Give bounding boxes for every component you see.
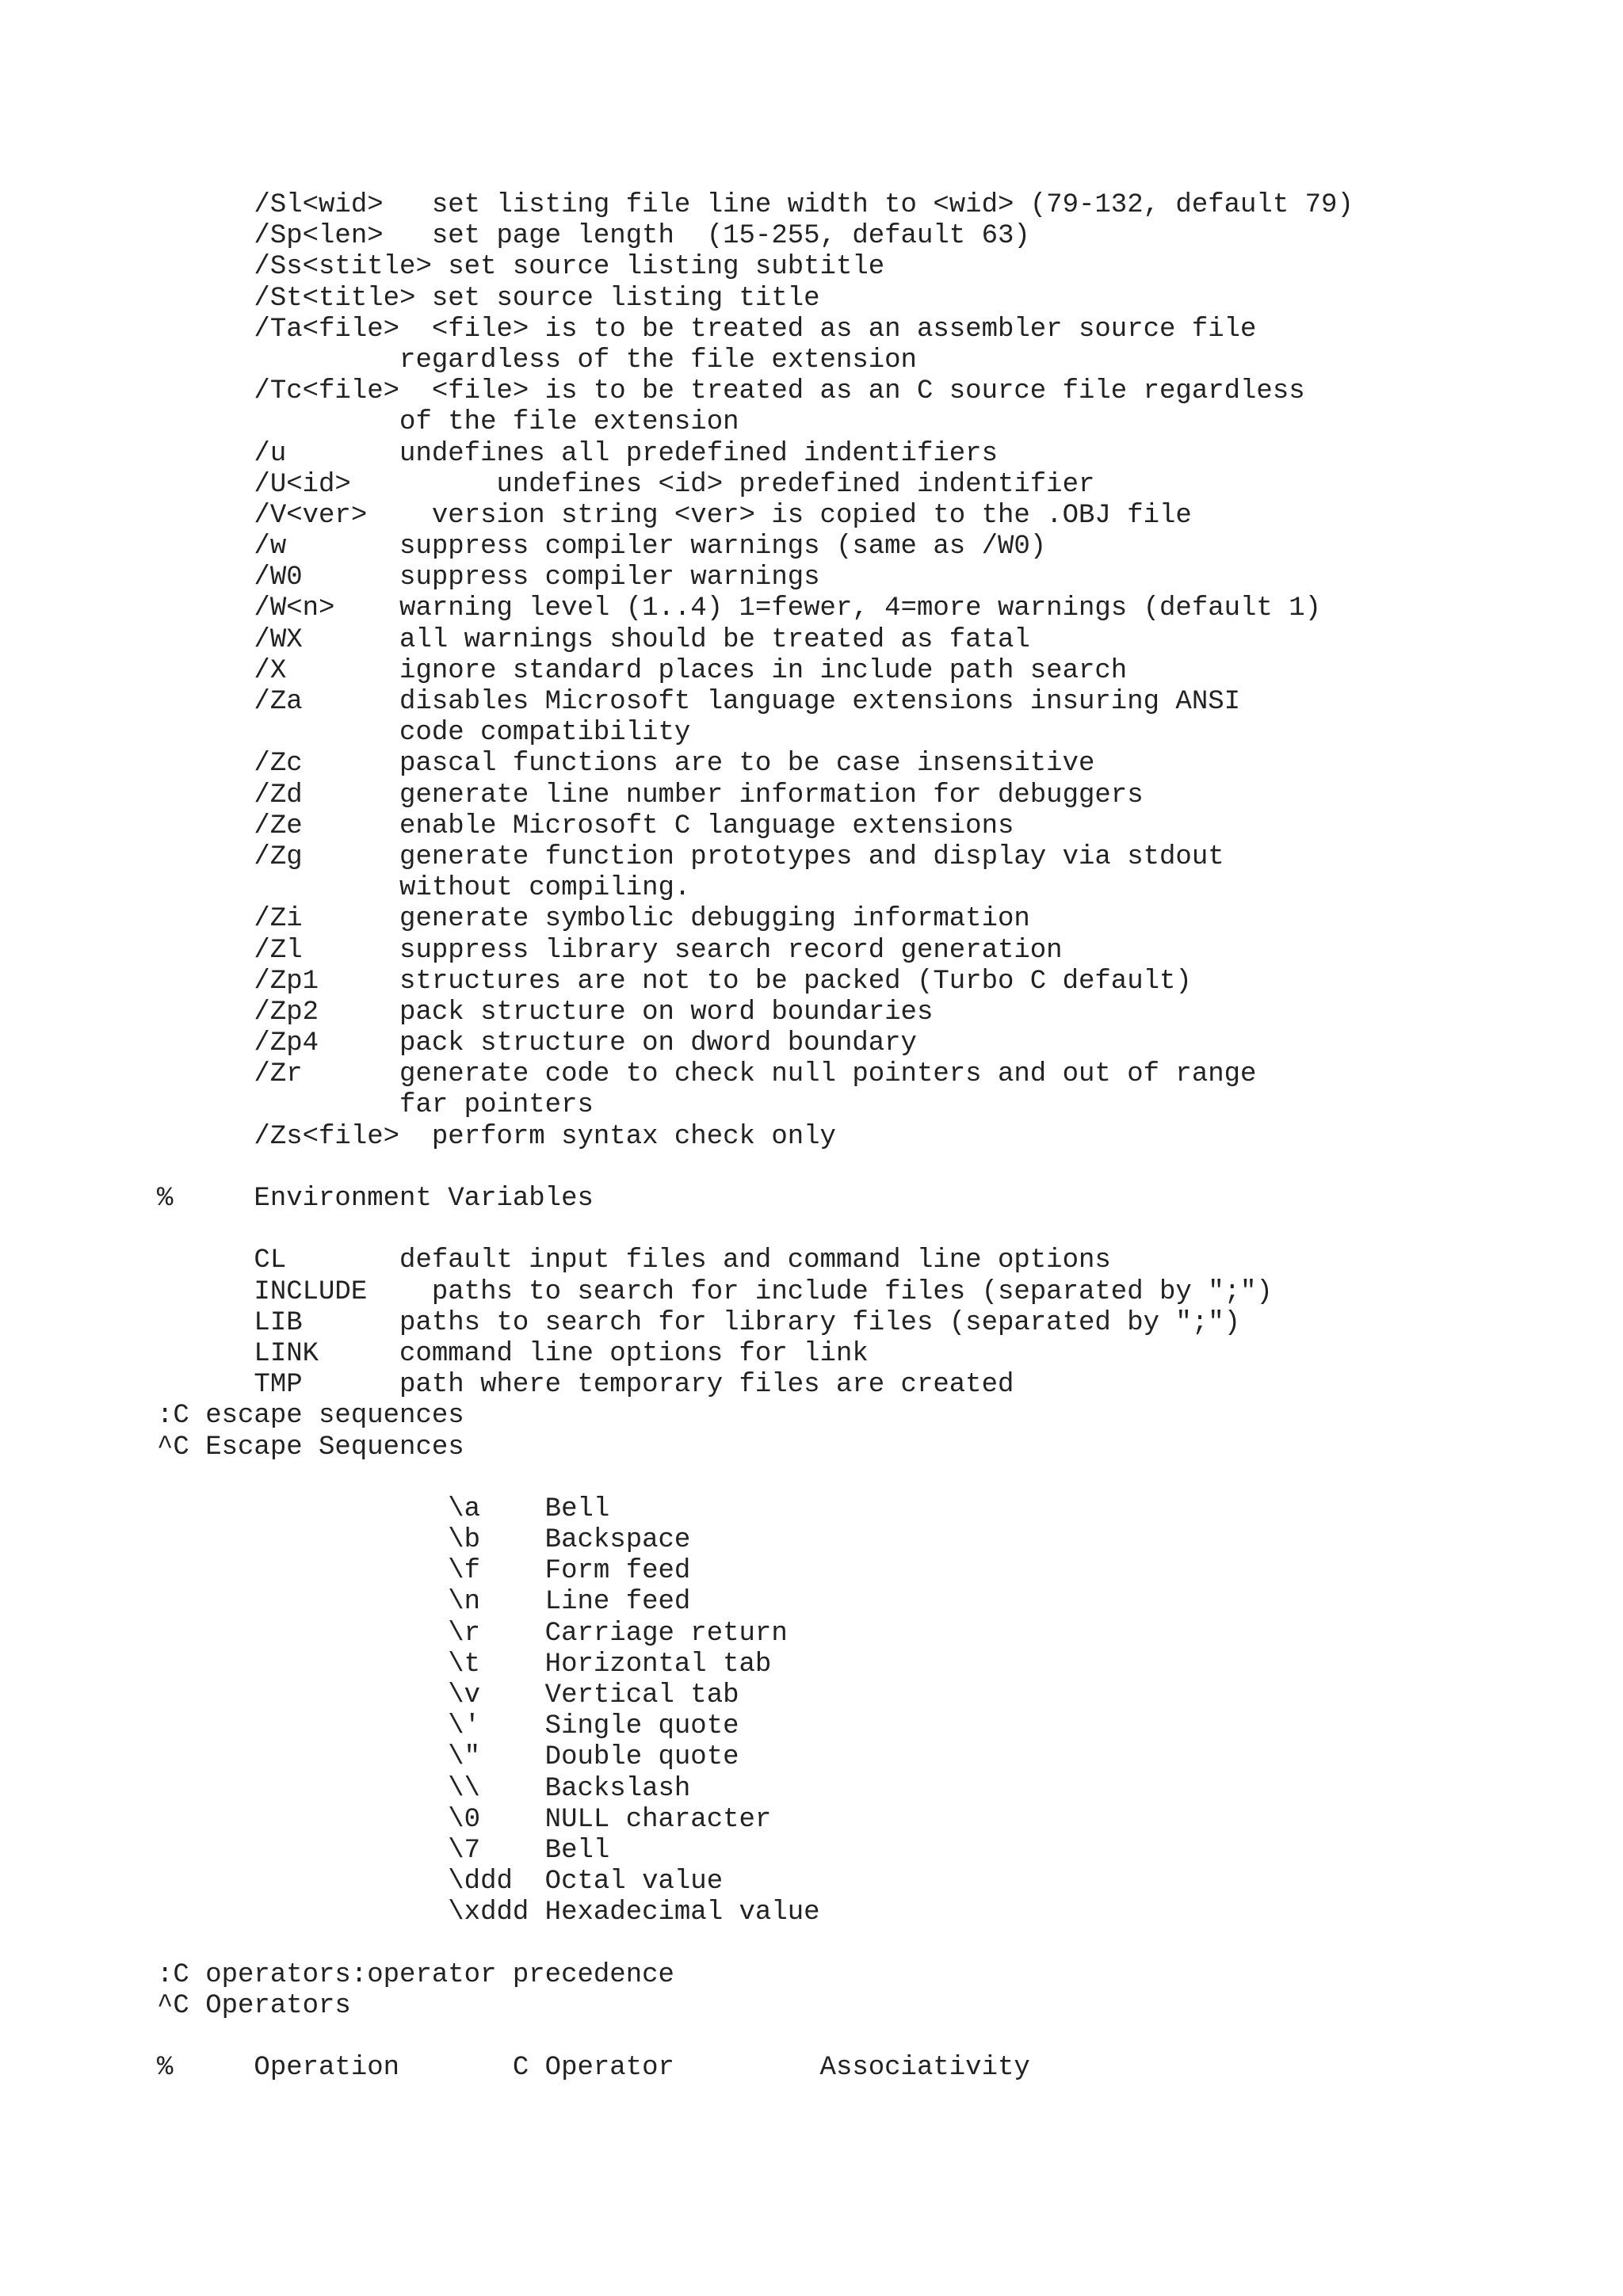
text-line: \" Double quote <box>157 1742 739 1773</box>
text-line: /Ta<file> <file> is to be treated as an assembler source file <box>157 314 1257 345</box>
text-line: \n Line feed <box>157 1587 691 1618</box>
text-line: \f Form feed <box>157 1556 691 1587</box>
text-line: far pointers <box>157 1090 594 1121</box>
text-line: /Za disables Microsoft language extensions insuring ANSI <box>157 687 1241 717</box>
text-line: /w suppress compiler warnings (same as /W0) <box>157 532 1047 563</box>
text-line <box>157 1215 1354 1245</box>
text-line: \\ Backslash <box>157 1773 691 1804</box>
text-line: ^C Escape Sequences <box>157 1432 464 1463</box>
text-line <box>157 1463 1354 1494</box>
text-line: \xddd Hexadecimal value <box>157 1897 820 1928</box>
text-line: \a Bell <box>157 1493 610 1524</box>
text-line: /Zi generate symbolic debugging information <box>157 904 1030 935</box>
text-line: /U<id> undefines <id> predefined indentifier <box>157 469 1095 500</box>
text-line: /Ze enable Microsoft C language extensions <box>157 810 1014 841</box>
text-line: CL default input files and command line options <box>157 1245 1111 1276</box>
text-line: \7 Bell <box>157 1835 610 1866</box>
document-text <box>157 190 1354 2084</box>
text-line <box>157 1929 1354 1960</box>
text-line: /X ignore standard places in include path search <box>157 655 1128 686</box>
text-line: /Zc pascal functions are to be case insensitive <box>157 749 1095 780</box>
text-line: ^C Operators <box>157 1990 351 2021</box>
text-line: /Sp<len> set page length (15-255, default 63) <box>157 221 1030 252</box>
text-line: /WX all warnings should be treated as fatal <box>157 624 1030 655</box>
text-line: LIB paths to search for library files (separated by ";") <box>157 1307 1241 1338</box>
text-line: TMP path where temporary files are created <box>157 1370 1014 1401</box>
text-line: /Sl<wid> set listing file line width to <wid> (79-132, default 79) <box>157 190 1354 220</box>
text-line: /Ss<stitle> set source listing subtitle <box>157 252 885 283</box>
text-line: of the file extension <box>157 407 739 438</box>
text-line: INCLUDE paths to search for include files (separated by ";") <box>157 1276 1273 1307</box>
text-line: /Zp2 pack structure on word boundaries <box>157 997 934 1028</box>
text-line: /V<ver> version string <ver> is copied to the .OBJ file <box>157 500 1192 531</box>
text-line: \0 NULL character <box>157 1804 772 1835</box>
text-line <box>157 1153 1354 1184</box>
text-line: /Zp1 structures are not to be packed (Turbo C default) <box>157 966 1192 997</box>
text-line: LINK command line options for link <box>157 1338 869 1369</box>
text-line: /u undefines all predefined indentifiers <box>157 438 998 469</box>
text-line: :C escape sequences <box>157 1401 464 1432</box>
text-line: /Zl suppress library search record generation <box>157 935 1063 966</box>
text-line: % Operation C Operator Associativity <box>157 2053 1030 2084</box>
text-line: :C operators:operator precedence <box>157 1959 674 1990</box>
text-line: /Zg generate function prototypes and display via stdout <box>157 841 1224 872</box>
text-line: % Environment Variables <box>157 1184 594 1214</box>
text-line: without compiling. <box>157 873 691 904</box>
text-line: \b Backspace <box>157 1525 691 1556</box>
text-line: \' Single quote <box>157 1711 739 1742</box>
text-line: /Zp4 pack structure on dword boundary <box>157 1028 917 1059</box>
text-line: /Tc<file> <file> is to be treated as an C source file regardless <box>157 376 1305 407</box>
text-line: /Zr generate code to check null pointers and out of range <box>157 1059 1257 1090</box>
text-line: \ddd Octal value <box>157 1867 724 1897</box>
text-line <box>157 2022 1354 2053</box>
text-line: \v Vertical tab <box>157 1680 739 1711</box>
text-line: /W0 suppress compiler warnings <box>157 563 820 593</box>
text-line: /Zs<file> perform syntax check only <box>157 1121 836 1152</box>
text-line: regardless of the file extension <box>157 345 917 376</box>
text-line: /W<n> warning level (1..4) 1=fewer, 4=more warnings (default 1) <box>157 593 1322 624</box>
text-line: \t Horizontal tab <box>157 1649 772 1680</box>
text-line: /Zd generate line number information for debuggers <box>157 780 1144 810</box>
text-line: \r Carriage return <box>157 1618 788 1649</box>
text-line: code compatibility <box>157 718 691 749</box>
text-line: /St<title> set source listing title <box>157 283 820 314</box>
